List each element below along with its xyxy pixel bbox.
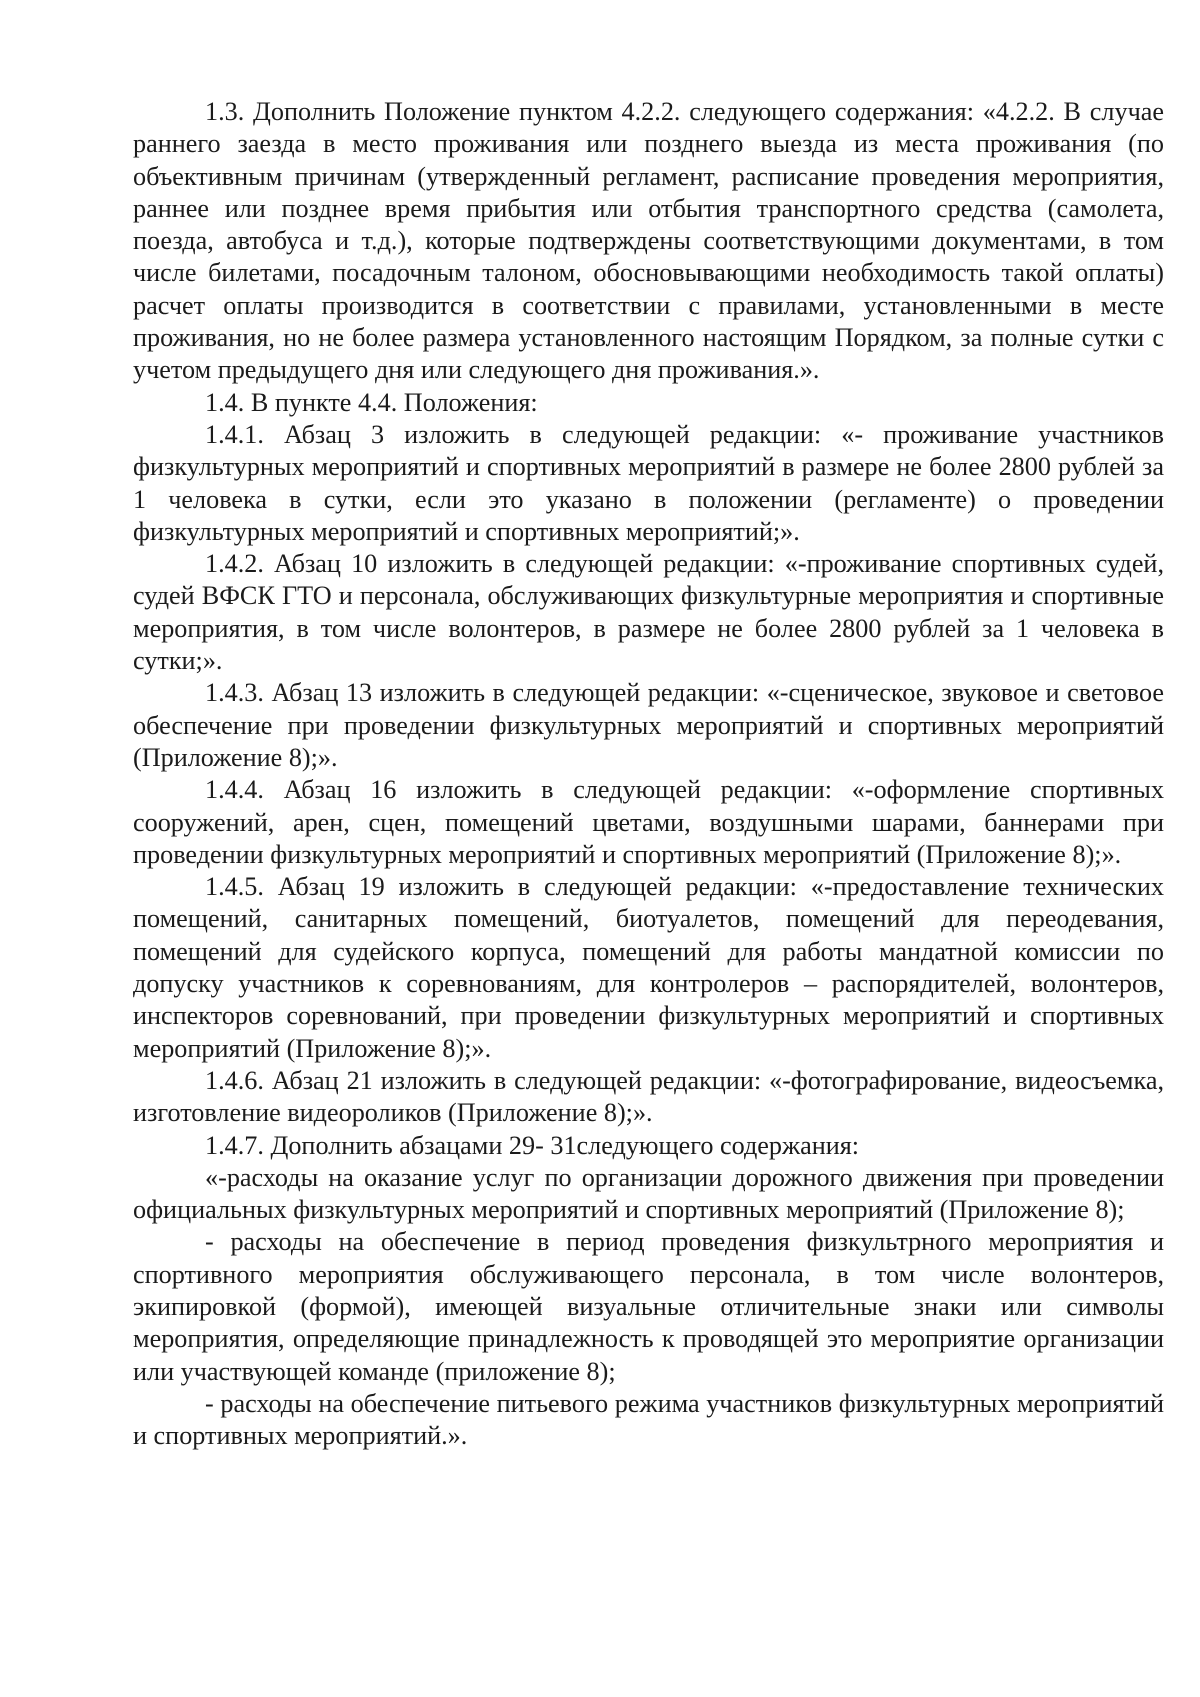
paragraph-1-4-4: 1.4.4. Абзац 16 изложить в следующей редакции: «-оформление спортивных сооружений, арен, сцен, помещений цветами, воздушными шарами, баннерами при проведении физкультурных мероприятий и спортивных мероприятий (Приложение 8);». — [133, 775, 1164, 869]
paragraph-1-4-6: 1.4.6. Абзац 21 изложить в следующей редакции: «-фотографирование, видеосъемка, изготовление видеороликов (Приложение 8);». — [133, 1065, 1164, 1128]
paragraph-1-4-7: 1.4.7. Дополнить абзацами 29- 31следующего содержания: — [205, 1130, 860, 1160]
paragraph-abzac-29: «-расходы на оказание услуг по организации дорожного движения при проведении официальных физкультурных мероприятий и спортивных мероприятий (Приложение 8); — [133, 1162, 1164, 1225]
paragraph-1-4-1: 1.4.1. Абзац 3 изложить в следующей редакции: «- проживание участников физкультурных мероприятий и спортивных мероприятий в размере не более 2800 рублей за 1 человека в сутки, если это указано в положении (регламенте) о проведении физкультурных мероприятий и спортивных мероприятий;». — [133, 419, 1164, 546]
paragraph-1-4-3: 1.4.3. Абзац 13 изложить в следующей редакции: «-сценическое, звуковое и световое обеспечение при проведении физкультурных мероприятий и спортивных мероприятий (Приложение 8);». — [133, 678, 1164, 772]
paragraph-1-4-2: 1.4.2. Абзац 10 изложить в следующей редакции: «-проживание спортивных судей, судей ВФСК ГТО и персонала, обслуживающих физкультурные мероприятия и спортивные мероприятия, в том числе волонтеров, в размере не более 2800 рублей за 1 человека в сутки;». — [133, 549, 1164, 676]
paragraph-1-4: 1.4. В пункте 4.4. Положения: — [205, 387, 538, 417]
paragraph-abzac-30: - расходы на обеспечение в период проведения физкультрного мероприятия и спортивного мероприятия обслуживающего персонала, в том числе волонтеров, экипировкой (формой), имеющей визуальные отличительные знаки или символы мероприятия, определяющие принадлежность к проводящей это мероприятие организации или участвующей команде (приложение 8); — [133, 1227, 1164, 1386]
paragraph-1-4-5: 1.4.5. Абзац 19 изложить в следующей редакции: «-предоставление технических помещений, санитарных помещений, биотуалетов, помещений для переодевания, помещений для судейского корпуса, помещений для работы мандатной комиссии по допуску участников к соревнованиям, для контролеров – распорядителей, волонтеров, инспекторов соревнований, при проведении физкультурных мероприятий и спортивных мероприятий (Приложение 8);». — [133, 872, 1164, 1063]
paragraph-1-3: 1.3. Дополнить Положение пунктом 4.2.2. следующего содержания: «4.2.2. В случае раннего заезда в место проживания или позднего выезда из места проживания (по объективным причинам (утвержденный регламент, расписание проведения мероприятия, раннее или позднее время прибытия или отбытия транспортного средства (самолета, поезда, автобуса и т.д.), которые подтверждены соответствующими документами, в том числе билетами, посадочным талоном, обосновывающими необходимость такой оплаты) расчет оплаты производится в соответствии с правилами, установленными в месте проживания, но не более размера установленного настоящим Порядком, за полные сутки с учетом предыдущего дня или следующего дня проживания.». — [133, 97, 1164, 385]
document-body — [133, 96, 1164, 1452]
paragraph-abzac-31: - расходы на обеспечение питьевого режима участников физкультурных мероприятий и спортивных мероприятий.». — [133, 1388, 1164, 1451]
